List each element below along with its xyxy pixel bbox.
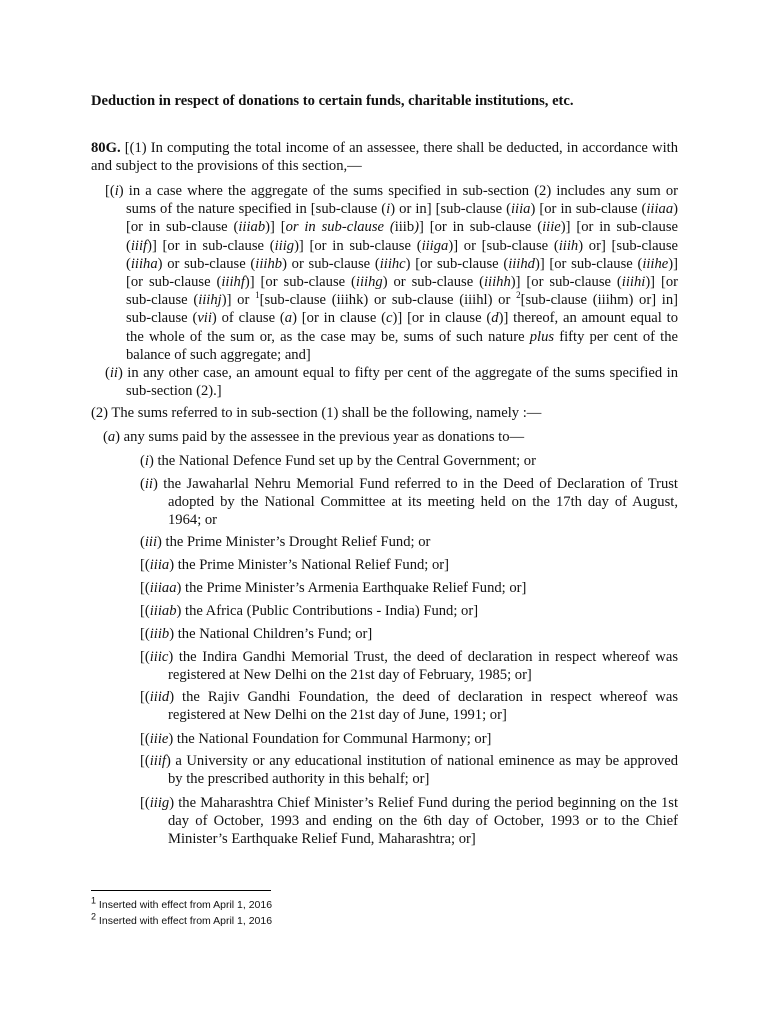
list-item: [(iiib) the National Children’s Fund; or] [140,626,373,642]
footnote-divider [91,890,271,891]
section-heading: Deduction in respect of donations to certain funds, charitable institutions, etc. [91,93,574,109]
footnote-1 [91,895,273,912]
list-item: [(iiie) the National Foundation for Communal Harmony; or] [140,731,492,747]
list-item: (ii) the Jawaharlal Nehru Memorial Fund referred to in the Deed of Declaration of Trust adopted by the National Committee at its meeting held on the 17th day of August, 1964; or [140,476,678,529]
footnote-2 [91,911,273,928]
list-item: (i) the National Defence Fund set up by the Central Government; or [140,453,536,469]
footnote-text: Inserted with effect from April 1, 2016 [96,915,273,927]
clause-a: (a) any sums paid by the assessee in the previous year as donations to— [103,429,525,445]
list-item: [(iiif) a University or any educational institution of national eminence as may be approved by the prescribed authority in this behalf; or] [140,753,678,788]
clause-ii: (ii) in any other case, an amount equal to fifty per cent of the aggregate of the sums specified in sub-section (2).] [105,365,678,400]
list-item: (iii) the Prime Minister’s Drought Relief Fund; or [140,534,431,550]
list-item: [(iiig) the Maharashtra Chief Minister’s Relief Fund during the period beginning on the 1st day of October, 1993 and ending on the 6th day of October, 1993 or to the Chief Minister’s Earthquake Relief Fund, Maharashtra; or] [140,795,678,848]
clause-i: [(i) in a case where the aggregate of the sums specified in sub-section (2) includes any sum or sums of the nature specified in [sub-clause (i) or in] [sub-clause (iiia) [or in sub-clause (iiiaa) [or in sub-clause (iiiab)] [or in sub-clause (iiib)] [or in sub-clause (iiie)] [or in sub-clause (iiif)] [or in sub-clause (iiig)] [or in sub-clause (iiiga)] or [sub-clause (iiih) or] [sub-clause (iiiha) or sub-clause (iiihb) or sub-clause (iiihc) [or sub-clause (iiihd)] [or sub-clause (iiihe)] [or sub-clause (iiihf)] [or sub-clause (iiihg) or sub-clause (iiihh)] [or sub-clause (iiihi)] [or sub-clause (iiihj)] or $^1$[sub-clause (iiihk) or sub-clause (iiihl) or $^2$[sub-clause (iiihm) or] in] sub-clause (vii) of clause (a) [or in clause (c)] [or in clause (d)] thereof, an amount equal to the whole of the sum or, as the case may be, sums of such nature plus fifty per cent of the balance of such aggregate; and] [105,183,679,363]
list-item: [(iiic) the Indira Gandhi Memorial Trust, the deed of declaration in respect whereof was registered at New Delhi on the 21st day of February, 1985; or] [140,649,678,684]
section-80g-intro [91,139,678,175]
section-intro-text: [(1) In computing the total income of an assessee, there shall be deducted, in accordance with and subject to the provisions of this section,— [91,140,678,175]
list-item: [(iiiaa) the Prime Minister’s Armenia Earthquake Relief Fund; or] [140,580,527,596]
list-item: [(iiiab) the Africa (Public Contributions - India) Fund; or] [140,603,479,619]
footnote-text: Inserted with effect from April 1, 2016 [96,899,273,911]
list-item: [(iiia) the Prime Minister’s National Relief Fund; or] [140,557,450,573]
section-number: 80G. [91,140,121,156]
subsection-2: (2) The sums referred to in sub-section (1) shall be the following, namely :— [91,405,542,421]
footnote-number: 1 [91,895,97,906]
footnote-number: 2 [91,911,97,922]
list-item: [(iiid) the Rajiv Gandhi Foundation, the deed of declaration in respect whereof was registered at New Delhi on the 21st day of June, 1991; or] [140,689,678,724]
